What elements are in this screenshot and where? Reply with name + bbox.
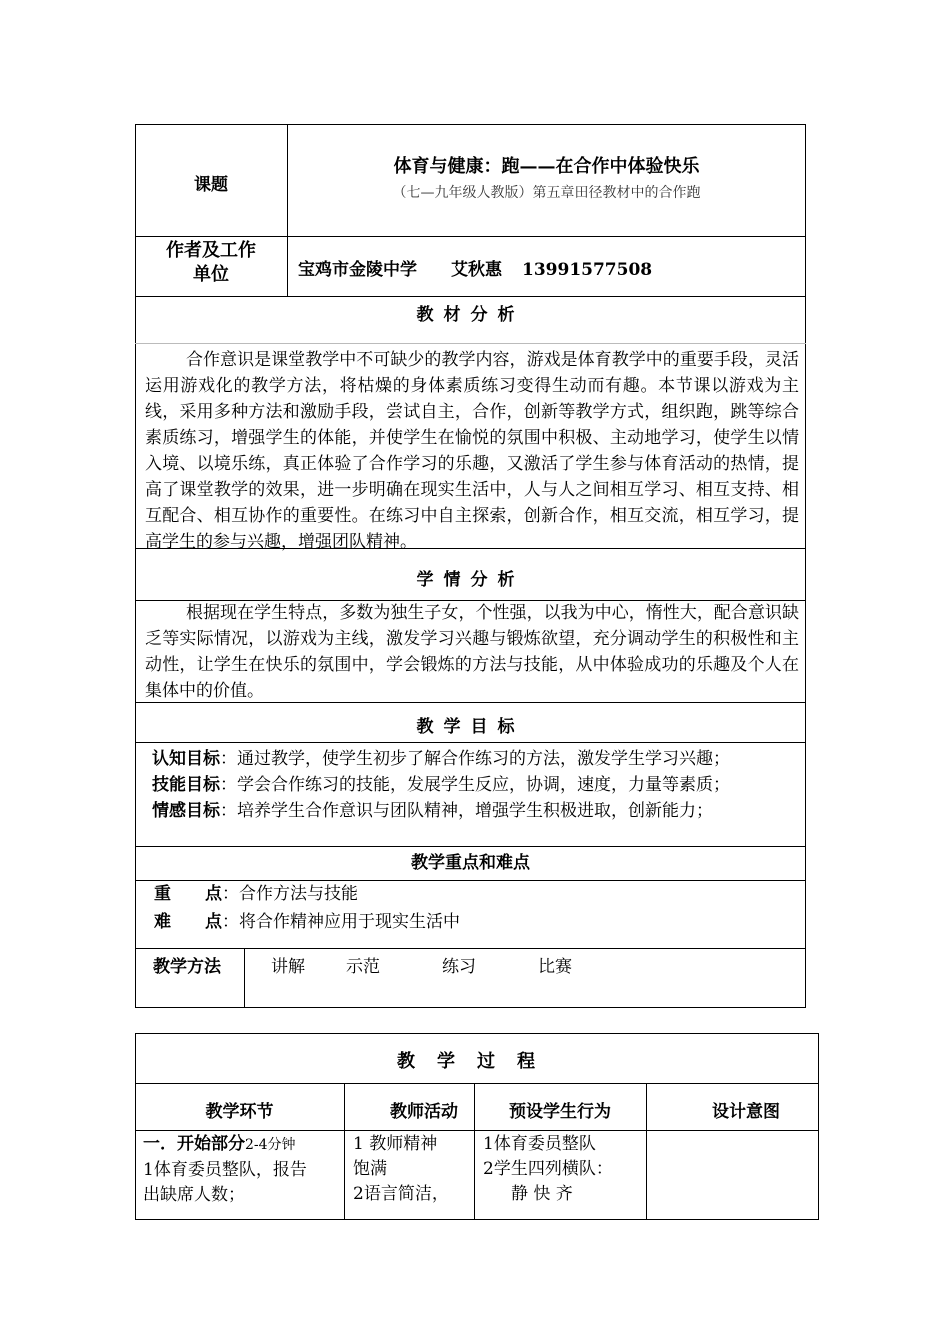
author-label-line2: 单位 bbox=[193, 264, 229, 285]
lesson-subtitle: （七—九年级人教版）第五章田径教材中的合作跑 bbox=[392, 185, 701, 201]
method-competition: 比赛 bbox=[538, 957, 572, 977]
topic-label: 课题 bbox=[194, 175, 228, 195]
key-point-label: 重 点 bbox=[154, 884, 222, 904]
student-line: 1体育委员整队 bbox=[483, 1134, 596, 1154]
stage-duration: 2-4分钟 bbox=[245, 1137, 296, 1153]
teacher-line: 饱满 bbox=[353, 1159, 387, 1179]
lesson-title: 体育与健康：跑——在合作中体验快乐 bbox=[393, 156, 700, 177]
teaching-goals-heading: 教学目标 bbox=[416, 717, 525, 737]
material-analysis-heading: 教材分析 bbox=[416, 305, 525, 325]
key-point-text: ：合作方法与技能 bbox=[222, 884, 358, 904]
school-name: 宝鸡市金陵中学 bbox=[298, 260, 417, 280]
author-phone: 13991577508 bbox=[522, 260, 653, 280]
goal-emotional bbox=[152, 798, 730, 824]
goal-text: ：培养学生合作意识与团队精神，增强学生积极进取，创新能力； bbox=[220, 801, 713, 821]
difficulty-text: ：将合作精神应用于现实生活中 bbox=[222, 912, 460, 932]
author-info bbox=[298, 255, 652, 280]
goal-text: ：通过教学，使学生初步了解合作练习的方法，激发学生学习兴趣； bbox=[220, 749, 730, 769]
key-points-list bbox=[154, 880, 460, 936]
difficulty-label: 难 点 bbox=[154, 912, 222, 932]
goal-skill bbox=[152, 772, 730, 798]
teacher-activity-cell bbox=[353, 1132, 473, 1207]
teaching-method-label: 教学方法 bbox=[153, 957, 221, 977]
method-explain: 讲解 bbox=[271, 957, 305, 977]
goal-label: 情感目标 bbox=[152, 801, 220, 821]
teaching-goals-list bbox=[152, 746, 730, 824]
key-points-heading: 教学重点和难点 bbox=[411, 853, 530, 873]
column-header-stage: 教学环节 bbox=[205, 1102, 274, 1122]
student-line: 静 快 齐 bbox=[511, 1184, 573, 1204]
teaching-process-heading: 教学过程 bbox=[397, 1051, 557, 1072]
student-line: 2学生四列横队： bbox=[483, 1159, 613, 1179]
student-analysis-heading: 学情分析 bbox=[416, 570, 525, 590]
goal-cognitive bbox=[152, 746, 730, 772]
student-analysis-text: 根据现在学生特点，多数为独生子女，个性强，以我为中心，惰性大，配合意识缺乏等实际情况，以游戏为主线，激发学习兴趣与锻炼欲望，充分调动学生的积极性和主动性，让学生在快乐的氛围中，学会锻炼的方法与技能，从中体验成功的乐趣及个人在集体中的价值。 bbox=[145, 603, 799, 701]
difficulty-row bbox=[154, 908, 460, 936]
author-name: 艾秋惠 bbox=[451, 260, 502, 280]
stage-cell bbox=[143, 1132, 343, 1208]
method-demonstrate: 示范 bbox=[346, 957, 380, 977]
material-analysis-text: 合作意识是课堂教学中不可缺少的教学内容，游戏是体育教学中的重要手段，灵活运用游戏化的教学方法，将枯燥的身体素质练习变得生动而有趣。本节课以游戏为主线，采用多种方法和激励手段，尝试自主，合作，创新等教学方式，组织跑，跳等综合素质练习，增强学生的体能，并使学生在愉悦的氛围中积极、主动地学习，使学生以情入境、以境乐练，真正体验了合作学习的乐趣，又激活了学生参与体育活动的热情，提高了课堂教学的效果，进一步明确在现实生活中，人与人之间相互学习、相互支持、相互配合、相互协作的重要性。在练习中自主探索，创新合作，相互交流，相互学习，提高学生的参与兴趣，增强团队精神。 bbox=[145, 350, 799, 552]
stage-line: 1体育委员整队，报告 bbox=[143, 1160, 307, 1180]
stage-line: 出缺席人数； bbox=[143, 1185, 245, 1205]
goal-label: 技能目标 bbox=[152, 775, 220, 795]
key-point-row bbox=[154, 880, 460, 908]
teacher-line: 1 教师精神 bbox=[353, 1134, 438, 1154]
column-header-design: 设计意图 bbox=[712, 1102, 780, 1122]
student-behavior-cell bbox=[483, 1132, 645, 1207]
stage-title: 一．开始部分 bbox=[143, 1134, 245, 1154]
column-header-student: 预设学生行为 bbox=[509, 1102, 611, 1122]
stage-title-line bbox=[143, 1132, 343, 1158]
author-label bbox=[135, 239, 287, 287]
goal-label: 认知目标 bbox=[152, 749, 220, 769]
author-label-line1: 作者及工作 bbox=[166, 240, 256, 261]
column-header-teacher: 教师活动 bbox=[390, 1102, 458, 1122]
teacher-line: 2语言简洁， bbox=[353, 1184, 449, 1204]
goal-text: ：学会合作练习的技能，发展学生反应，协调，速度，力量等素质； bbox=[220, 775, 730, 795]
method-practice: 练习 bbox=[442, 957, 476, 977]
